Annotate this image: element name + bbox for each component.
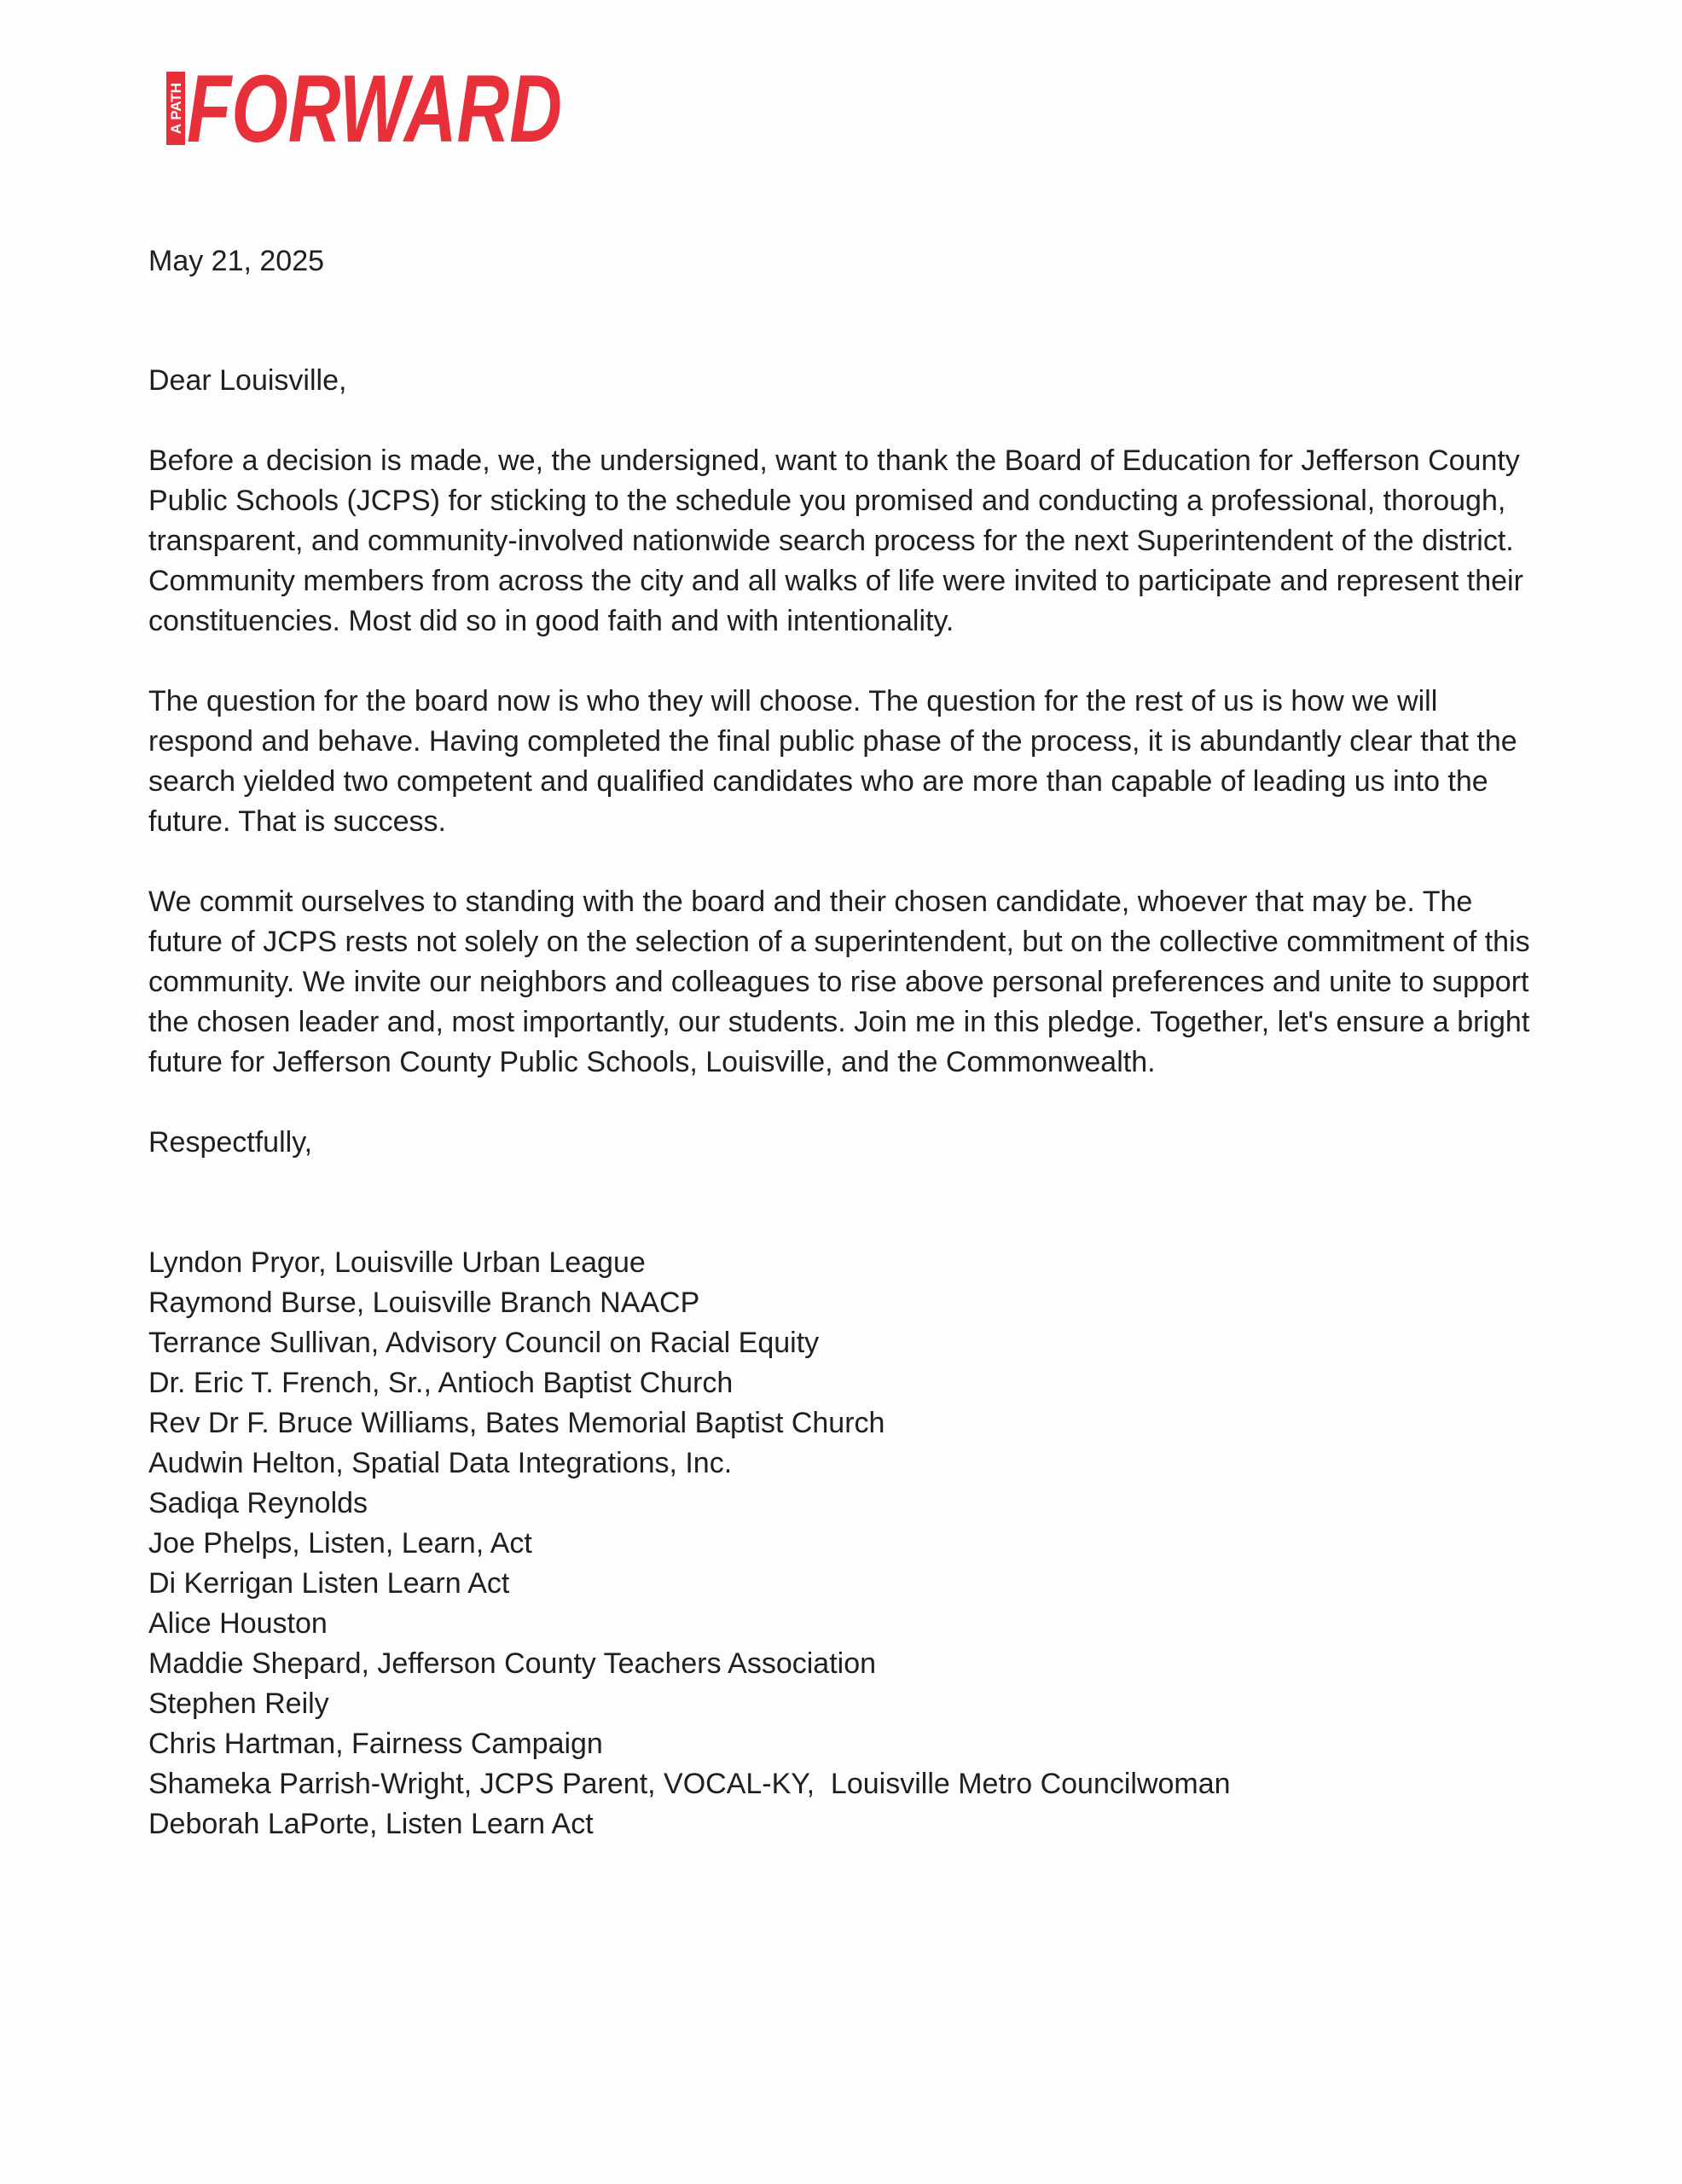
signatory-item: Di Kerrigan Listen Learn Act [148,1567,510,1600]
letter-salutation: Dear Louisville, [148,364,347,397]
logo-small-text: A PATH [168,82,184,135]
signatory-item: Raymond Burse, Louisville Branch NAACP [148,1287,700,1319]
signatory-item: Alice Houston [148,1607,328,1640]
logo-graphic [165,55,566,162]
signatory-item: Stephen Reily [148,1687,329,1720]
signatory-list [148,1243,1547,1844]
letter-paragraph-1: Before a decision is made, we, the undersigned, want to thank the Board of Education for Jefferson County Public Schools (JCPS) for sticking to the schedule you promised and conducting a professional, thorough, transparent, and community-involved nationwide search process for the next Superintendent of the district. Community members from across the city and all walks of life were invited to participate and represent their constituencies. Most did so in good faith and with intentionality. [148,444,1523,637]
letter-paragraph-2: The question for the board now is who they will choose. The question for the rest of us is how we will respond and behave. Having completed the final public phase of the process, it is abundantly clear that the search yielded two competent and qualified candidates who are more than capable of leading us into the future. That is success. [148,685,1517,838]
logo-main-text: FORWARD [187,55,562,162]
letter-closing: Respectfully, [148,1126,313,1159]
signatory-item: Dr. Eric T. French, Sr., Antioch Baptist Church [148,1367,734,1399]
signatory-item: Sadiqa Reynolds [148,1487,368,1519]
signatory-item: Maddie Shepard, Jefferson County Teachers Association [148,1647,877,1680]
signatory-item: Shameka Parrish-Wright, JCPS Parent, VOCAL-KY, Louisville Metro Councilwoman [148,1768,1231,1800]
signatory-item: Audwin Helton, Spatial Data Integrations, Inc. [148,1447,733,1479]
a-path-forward-logo [165,55,566,162]
signatory-item: Joe Phelps, Listen, Learn, Act [148,1527,532,1560]
letter-paragraph-3: We commit ourselves to standing with the board and their chosen candidate, whoever that may be. The future of JCPS rests not solely on the selection of a superintendent, but on the collective commitment of this community. We invite our neighbors and colleagues to rise above personal preferences and unite to support the chosen leader and, most importantly, our students. Join me in this pledge. Together, let's ensure a bright future for Jefferson County Public Schools, Louisville, and the Commonwealth. [148,886,1530,1078]
signatory-item: Deborah LaPorte, Listen Learn Act [148,1808,594,1840]
letter-date: May 21, 2025 [148,245,325,277]
signatory-item: Lyndon Pryor, Louisville Urban League [148,1246,646,1279]
signatory-item: Rev Dr F. Bruce Williams, Bates Memorial Baptist Church [148,1407,885,1439]
signatory-item: Chris Hartman, Fairness Campaign [148,1728,603,1760]
signatory-item: Terrance Sullivan, Advisory Council on Racial Equity [148,1327,820,1359]
letter-body [148,241,1547,1844]
